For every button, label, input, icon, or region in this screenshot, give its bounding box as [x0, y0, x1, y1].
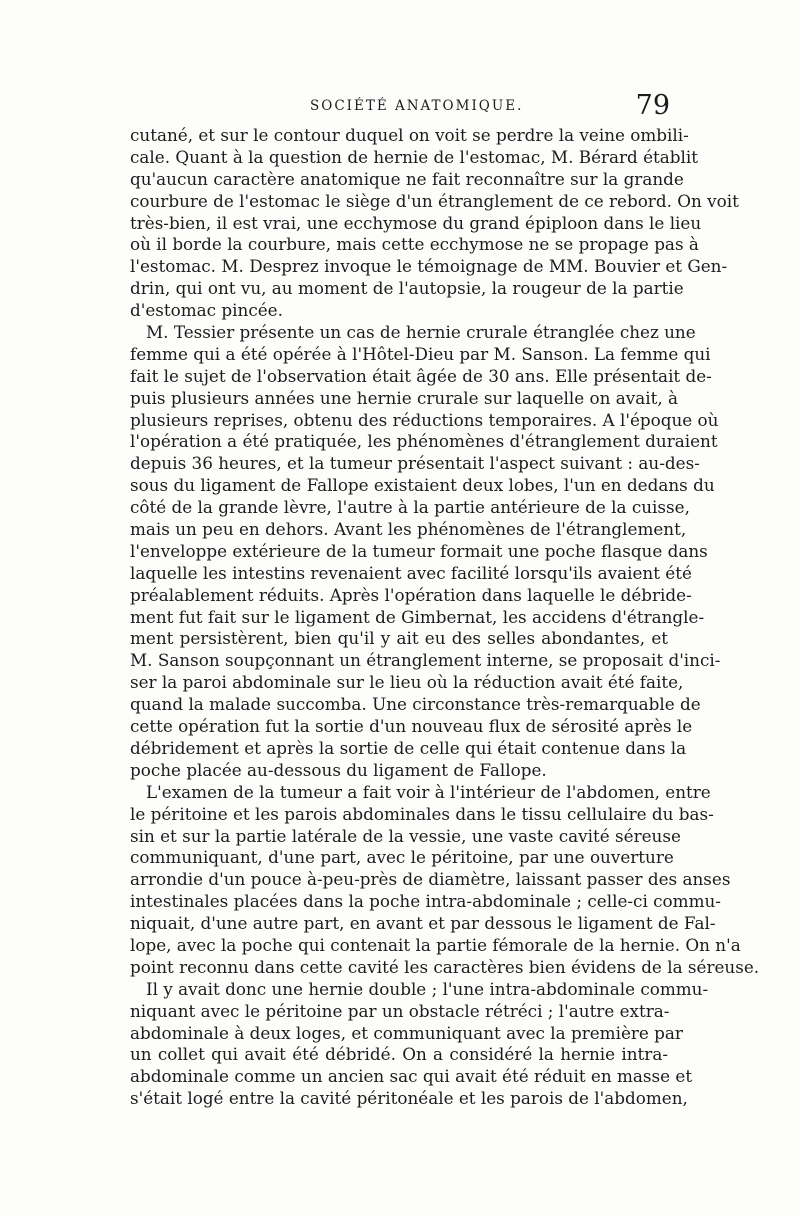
body-text	[130, 125, 760, 1110]
text-line: poche placée au-dessous du ligament de Fallope.	[130, 759, 547, 780]
text-line: intestinales placées dans la poche intra-abdominale ; celle-ci commu-	[130, 891, 721, 912]
text-line: drin, qui ont vu, au moment de l'autopsie, la rougeur de la partie	[130, 278, 684, 299]
text-line: ment fut fait sur le ligament de Gimbernat, les accidens d'étrangle-	[130, 606, 705, 627]
text-line: point reconnu dans cette cavité les caractères bien évidens de la séreuse.	[130, 956, 760, 977]
text-line: M. Sanson soupçonnant un étranglement interne, se proposait d'inci-	[130, 650, 721, 671]
text-line: cette opération fut la sortie d'un nouveau flux de sérosité après le	[130, 716, 693, 737]
running-head: SOCIÉTÉ ANATOMIQUE.	[310, 98, 524, 114]
text-line: fait le sujet de l'observation était âgée de 30 ans. Elle présentait de-	[130, 365, 712, 386]
text-line: d'estomac pincée.	[130, 300, 283, 321]
text-line: abdominale à deux loges, et communiquant avec la première par	[130, 1022, 683, 1043]
text-line: cale. Quant à la question de hernie de l'estomac, M. Bérard établit	[130, 146, 699, 167]
text-line: plusieurs reprises, obtenu des réductions temporaires. A l'époque où	[130, 409, 719, 430]
text-line: mais un peu en dehors. Avant les phénomènes de l'étranglement,	[130, 519, 687, 540]
text-line: courbure de l'estomac le siège d'un étranglement de ce rebord. On voit	[130, 190, 739, 211]
text-line: depuis 36 heures, et la tumeur présentait l'aspect suivant : au-des-	[130, 453, 700, 474]
text-line: niquait, d'une autre part, en avant et par dessous le ligament de Fal-	[130, 913, 716, 934]
text-line: Il y avait donc une hernie double ; l'une intra-abdominale commu-	[146, 978, 709, 999]
text-line: L'examen de la tumeur a fait voir à l'intérieur de l'abdomen, entre	[146, 781, 711, 802]
text-line: lope, avec la poche qui contenait la partie fémorale de la hernie. On n'a	[130, 934, 741, 955]
text-line: s'était logé entre la cavité péritonéale et les parois de l'abdomen,	[130, 1088, 688, 1109]
text-line: sous du ligament de Fallope existaient deux lobes, l'un en dedans du	[130, 475, 715, 496]
text-line: abdominale comme un ancien sac qui avait été réduit en masse et	[130, 1066, 693, 1087]
text-line: niquant avec le péritoine par un obstacle rétréci ; l'autre extra-	[130, 1000, 670, 1021]
text-line: qu'aucun caractère anatomique ne fait reconnaître sur la grande	[130, 168, 684, 189]
text-line: un collet qui avait été débridé. On a considéré la hernie intra-	[130, 1044, 668, 1065]
text-line: débridement et après la sortie de celle qui était contenue dans la	[130, 737, 687, 758]
text-line: ment persistèrent, bien qu'il y ait eu des selles abondantes, et	[130, 628, 668, 649]
text-line: puis plusieurs années une hernie crurale sur laquelle on avait, à	[130, 387, 679, 408]
text-line: où il borde la courbure, mais cette ecchymose ne se propage pas à	[130, 234, 699, 255]
text-line: femme qui a été opérée à l'Hôtel-Dieu par M. Sanson. La femme qui	[130, 343, 711, 364]
page-header	[130, 92, 670, 126]
text-line: cutané, et sur le contour duquel on voit se perdre la veine ombili-	[130, 125, 689, 145]
text-line: sin et sur la partie latérale de la vessie, une vaste cavité séreuse	[130, 825, 681, 846]
text-line: arrondie d'un pouce à-peu-près de diamètre, laissant passer des anses	[130, 869, 731, 890]
text-line: très-bien, il est vrai, une ecchymose du grand épiploon dans le lieu	[130, 212, 702, 233]
text-line: M. Tessier présente un cas de hernie crurale étranglée chez une	[146, 322, 696, 343]
text-line: quand la malade succomba. Une circonstance très-remarquable de	[130, 694, 701, 715]
text-line: l'enveloppe extérieure de la tumeur formait une poche flasque dans	[130, 540, 708, 561]
text-line: le péritoine et les parois abdominales dans le tissu cellulaire du bas-	[130, 803, 714, 824]
text-line: ser la paroi abdominale sur le lieu où la réduction avait été faite,	[130, 672, 684, 693]
text-line: communiquant, d'une part, avec le péritoine, par une ouverture	[130, 847, 674, 868]
text-line: côté de la grande lèvre, l'autre à la partie antérieure de la cuisse,	[130, 497, 690, 518]
text-line: préalablement réduits. Après l'opération dans laquelle le débride-	[130, 584, 692, 605]
text-line: l'estomac. M. Desprez invoque le témoignage de MM. Bouvier et Gen-	[130, 256, 728, 277]
text-line: laquelle les intestins revenaient avec facilité lorsqu'ils avaient été	[130, 562, 692, 583]
text-line: l'opération a été pratiquée, les phénomènes d'étranglement duraient	[130, 431, 718, 452]
page-number: 79	[635, 90, 670, 121]
